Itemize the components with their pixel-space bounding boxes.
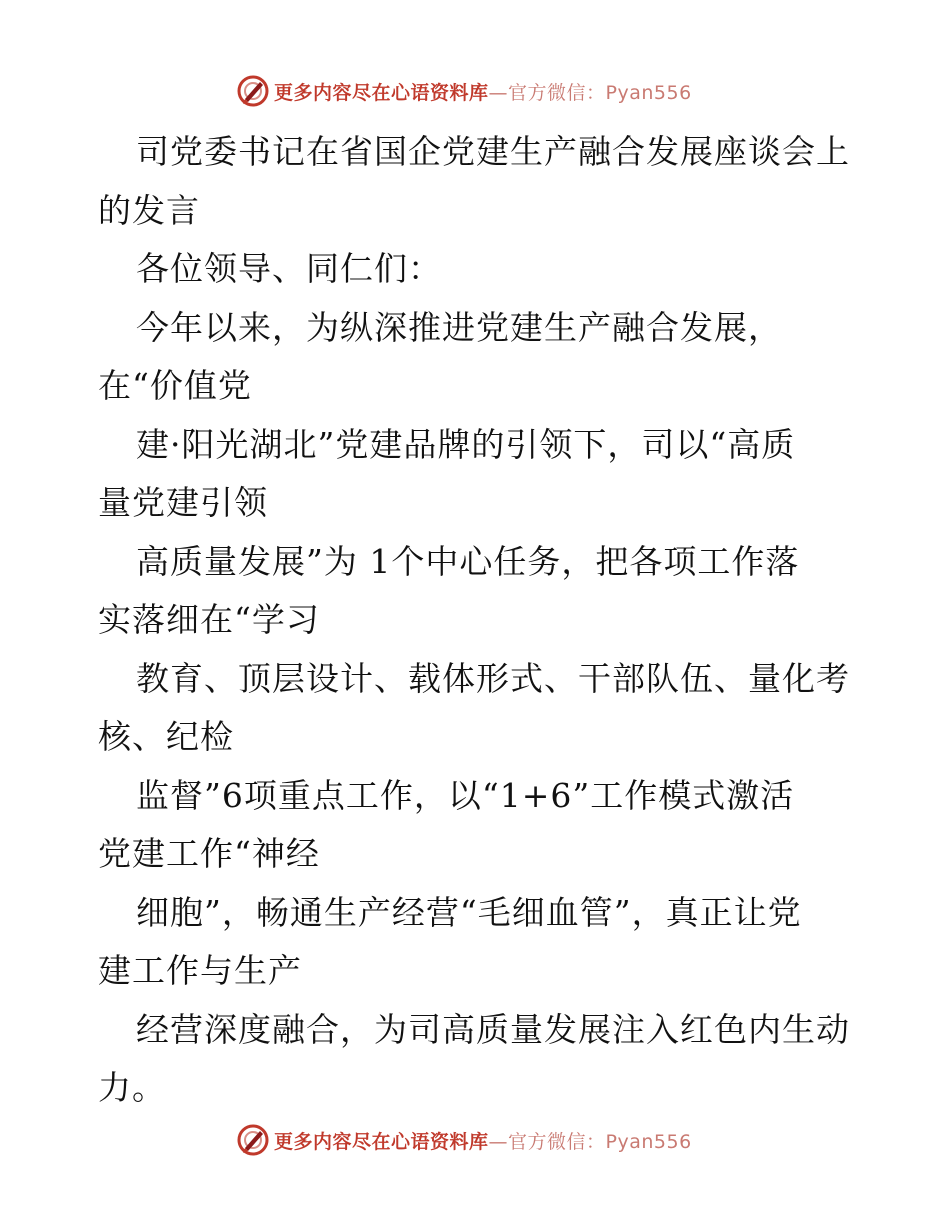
text-line: 监督”6项重点工作，以“1+6”工作模式激活 bbox=[136, 775, 795, 815]
pen-logo-icon bbox=[236, 74, 270, 108]
text-line: 的发言 bbox=[98, 190, 200, 230]
watermark-banner-top bbox=[236, 74, 692, 108]
text-line: 在“价值党 bbox=[98, 366, 252, 405]
watermark-sub-text: —官方微信：Pyan556 bbox=[488, 1130, 692, 1153]
watermark-banner-bottom bbox=[236, 1123, 692, 1157]
document-body bbox=[98, 123, 858, 1118]
text-line: 司党委书记在省国企党建生产融合发展座谈会上 bbox=[136, 132, 850, 171]
text-line: 量党建引领 bbox=[98, 483, 268, 522]
pen-logo-icon bbox=[236, 1123, 270, 1157]
text-line: 经营深度融合，为司高质量发展注入红色内生动 bbox=[136, 1009, 850, 1049]
text-line: 建工作与生产 bbox=[98, 951, 302, 990]
text-line: 力。 bbox=[98, 1068, 166, 1107]
watermark-main-text: 更多内容尽在心语资料库 bbox=[274, 81, 489, 104]
text-line: 高质量发展”为 1个中心任务，把各项工作落 bbox=[136, 541, 800, 581]
text-line: 党建工作“神经 bbox=[98, 834, 320, 873]
watermark-main-text: 更多内容尽在心语资料库 bbox=[274, 1130, 489, 1153]
watermark-sub-text: —官方微信：Pyan556 bbox=[488, 81, 692, 104]
text-line: 各位领导、同仁们： bbox=[136, 249, 442, 288]
text-line: 今年以来，为纵深推进党建生产融合发展， bbox=[136, 307, 782, 347]
text-line: 教育、顶层设计、载体形式、干部队伍、量化考 bbox=[136, 658, 850, 698]
text-line: 建·阳光湖北”党建品牌的引领下，司以“高质 bbox=[136, 424, 796, 464]
text-line: 实落细在“学习 bbox=[98, 600, 320, 639]
text-line: 细胞”，畅通生产经营“毛细血管”，真正让党 bbox=[136, 892, 802, 932]
text-line: 核、纪检 bbox=[98, 717, 234, 756]
